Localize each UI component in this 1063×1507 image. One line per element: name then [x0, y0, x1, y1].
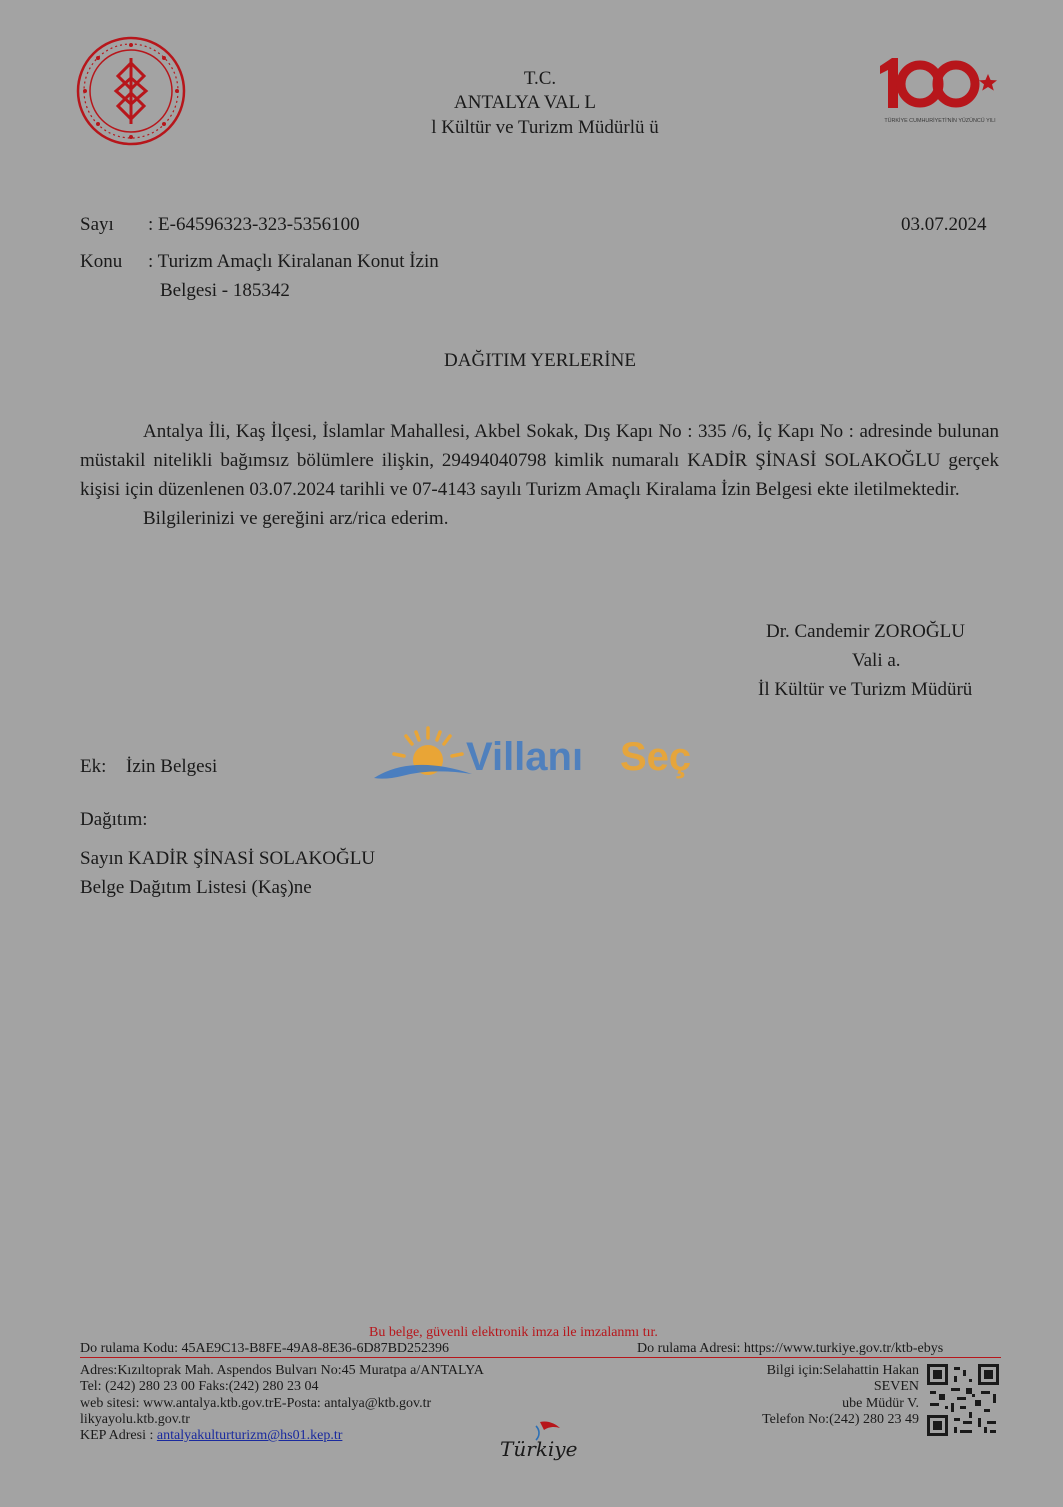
distribution-item: Belge Dağıtım Listesi (Kaş)ne [80, 877, 312, 898]
attachment-value: İzin Belgesi [126, 756, 218, 777]
document-date: 03.07.2024 [901, 214, 987, 235]
kep-label: KEP Adresi : [80, 1428, 154, 1443]
footer-phone: Tel: (242) 280 23 00 Faks:(242) 280 23 04 [80, 1379, 319, 1394]
contact-info-3: ube Müdür V. [842, 1396, 919, 1411]
sayi-label: Sayı [80, 214, 114, 235]
distribution-item: Sayın KADİR ŞİNASİ SOLAKOĞLU [80, 848, 376, 869]
footer-kep [80, 1428, 342, 1444]
e-signature-note: Bu belge, güvenli elektronik imza ile imzalanmı tır. [369, 1325, 658, 1340]
contact-info-1: Bilgi için:Selahattin Hakan [766, 1363, 919, 1378]
header-governorship: ANTALYA VAL L [454, 92, 596, 113]
contact-info-4: Telefon No:(242) 280 23 49 [762, 1412, 919, 1427]
sayi-value: : E-64596323-323-5356100 [148, 214, 360, 235]
letter-body [80, 417, 999, 533]
signer-name: Dr. Candemir ZOROĞLU [766, 621, 965, 642]
footer-divider [80, 1357, 1001, 1358]
svg-text:Türkiye: Türkiye [500, 1437, 578, 1461]
attachment-label: Ek: [80, 756, 107, 777]
wave-icon [374, 765, 472, 779]
verification-code: Do rulama Kodu: 45AE9C13-B8FE-49A8-8E36-6D87BD252396 [80, 1341, 450, 1356]
qr-code-icon [927, 1364, 999, 1436]
body-paragraph-1: Antalya İli, Kaş İlçesi, İslamlar Mahallesi, Akbel Sokak, Dış Kapı No : 335 /6, İç Kapı No : adresinde bulunan müstakil nitelikli bağımsız bölümlere ilişkin, 29494040798 kimlik numaralı KADİR ŞİNASİ SOLAKOĞLU gerçek kişisi için düzenlenen 03.07.2024 tarihli ve 07-4143 sayılı Turizm Amaçlı Kiralama İzin Belgesi ekte iletilmektedir. [80, 421, 999, 500]
header-directorate: l Kültür ve Turizm Müdürlü ü [431, 117, 659, 138]
distribution-label: Dağıtım: [80, 809, 148, 830]
watermark-text-orange: Seç [620, 735, 692, 779]
signer-role-2: İl Kültür ve Turizm Müdürü [758, 679, 973, 700]
centennial-caption: TÜRKİYE CUMHURİYETİ'NİN YÜZÜNCÜ YILI [884, 118, 996, 124]
footer-address: Adres:Kızıltoprak Mah. Aspendos Bulvarı No:45 Muratpa a/ANTALYA [80, 1363, 484, 1378]
turkiye-brand-logo [496, 1418, 584, 1468]
100-anniversary-logo [876, 54, 1004, 126]
kep-address-link[interactable]: antalyakulturturizm@hs01.kep.tr [156, 1428, 343, 1443]
watermark-logo [372, 724, 702, 788]
verification-address: Do rulama Adresi: https://www.turkiye.gov.tr/ktb-ebys [637, 1341, 944, 1356]
header-tc: T.C. [523, 68, 557, 89]
konu-value-line1: : Turizm Amaçlı Kiralanan Konut İzin [148, 251, 439, 272]
footer-web-2: likyayolu.ktb.gov.tr [80, 1412, 190, 1427]
konu-label: Konu [80, 251, 123, 272]
ministry-seal-icon [76, 36, 186, 146]
contact-info-2: SEVEN [873, 1379, 919, 1394]
recipient-heading: DAĞITIM YERLERİNE [444, 350, 636, 371]
watermark-text-blue: Villanı [466, 735, 584, 779]
signer-role-1: Vali a. [852, 650, 901, 671]
konu-value-line2: Belgesi - 185342 [160, 280, 290, 301]
footer-web: web sitesi: www.antalya.ktb.gov.trE-Posta: antalya@ktb.gov.tr [80, 1396, 432, 1411]
body-paragraph-2: Bilgilerinizi ve gereğini arz/rica ederim. [143, 508, 449, 529]
